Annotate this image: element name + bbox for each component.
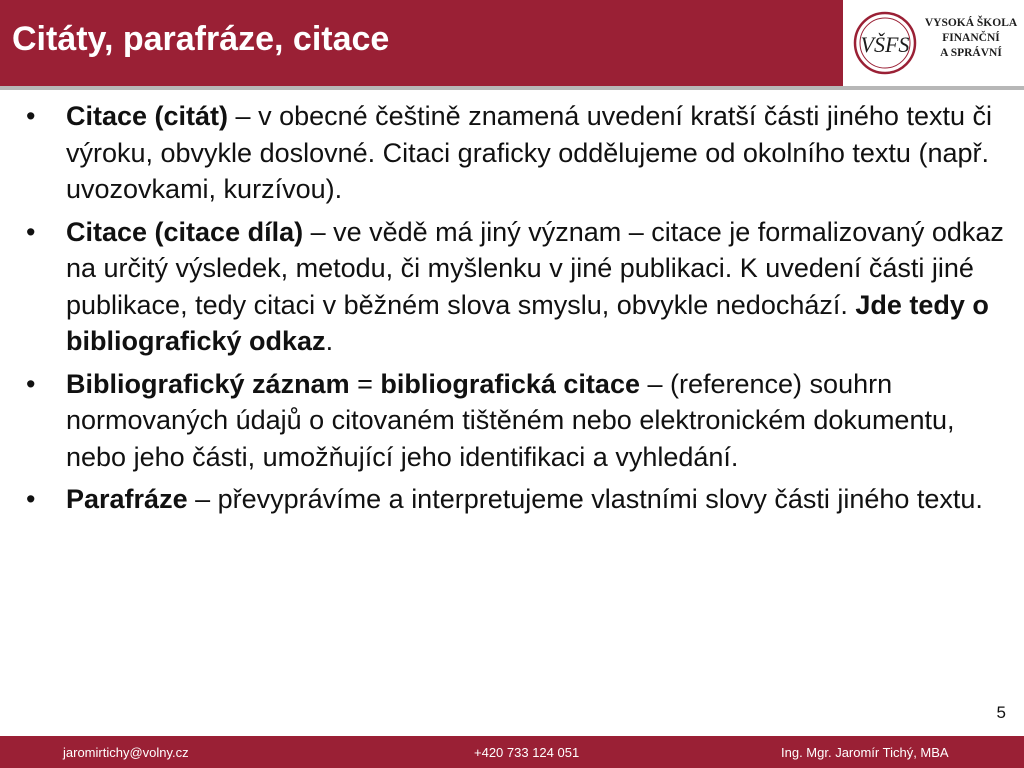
bullet-icon: •	[26, 484, 36, 514]
footer-phone: +420 733 124 051	[474, 745, 580, 760]
bullet-equals: =	[349, 368, 381, 399]
slide-title: Citáty, parafráze, citace	[12, 20, 390, 58]
logo-line-3: A SPRÁVNÍ	[940, 47, 1002, 59]
bullet-text: – (reference) souhrn normovaných údajů o citovaném tištěném nebo elektronickém dokumentu, nebo jeho části, umožňující jeho identifikaci a vyhledání.	[66, 368, 955, 472]
footer-bar	[0, 736, 1024, 768]
logo-line-2: FINANČNÍ	[942, 32, 1000, 44]
header-divider	[0, 86, 1024, 90]
bullet-item	[24, 481, 1004, 518]
bullet-term: Parafráze	[66, 484, 188, 514]
bullet-item	[24, 98, 1004, 208]
bullet-icon: •	[26, 216, 36, 247]
footer-author: Ing. Mgr. Jaromír Tichý, MBA	[781, 745, 949, 760]
logo-wordmark	[919, 16, 1023, 61]
bullet-text: – v obecné češtině znamená uvedení kratší části jiného textu či výroku, obvykle doslovné. Citaci graficky oddělujeme od okolního textu (např. uvozovkami, kurzívou).	[66, 101, 992, 204]
bullet-item	[24, 366, 1004, 476]
bullet-term-2: bibliografická citace	[380, 368, 640, 399]
footer-email: jaromirtichy@volny.cz	[63, 745, 189, 760]
vsfs-logo-icon	[851, 8, 919, 78]
bullet-list	[24, 98, 1004, 524]
bullet-item	[24, 214, 1004, 360]
bullet-end: .	[325, 326, 334, 356]
bullet-term: Citace (citát)	[66, 101, 229, 131]
page-number: 5	[996, 703, 1006, 722]
bullet-term: Bibliografický záznam	[66, 368, 350, 399]
logo	[843, 0, 1024, 86]
logo-line-1: VYSOKÁ ŠKOLA	[924, 17, 1018, 29]
bullet-emphasis: Jde tedy o bibliografický odkaz	[66, 289, 989, 356]
bullet-icon: •	[26, 101, 36, 131]
bullet-icon: •	[26, 368, 36, 399]
bullet-text: – ve vědě má jiný význam – citace je formalizovaný odkaz na určitý výsledek, metodu, či myšlenku v jiné publikaci. K uvedení části jiné publikace, tedy citaci v běžném slova smyslu, obvykle nedochází.	[66, 216, 1004, 320]
logo-monogram: VŠFS	[860, 32, 910, 57]
bullet-term: Citace (citace díla)	[66, 216, 304, 247]
title-bar	[0, 0, 843, 86]
bullet-text: – převyprávíme a interpretujeme vlastními slovy části jiného textu.	[187, 484, 983, 514]
